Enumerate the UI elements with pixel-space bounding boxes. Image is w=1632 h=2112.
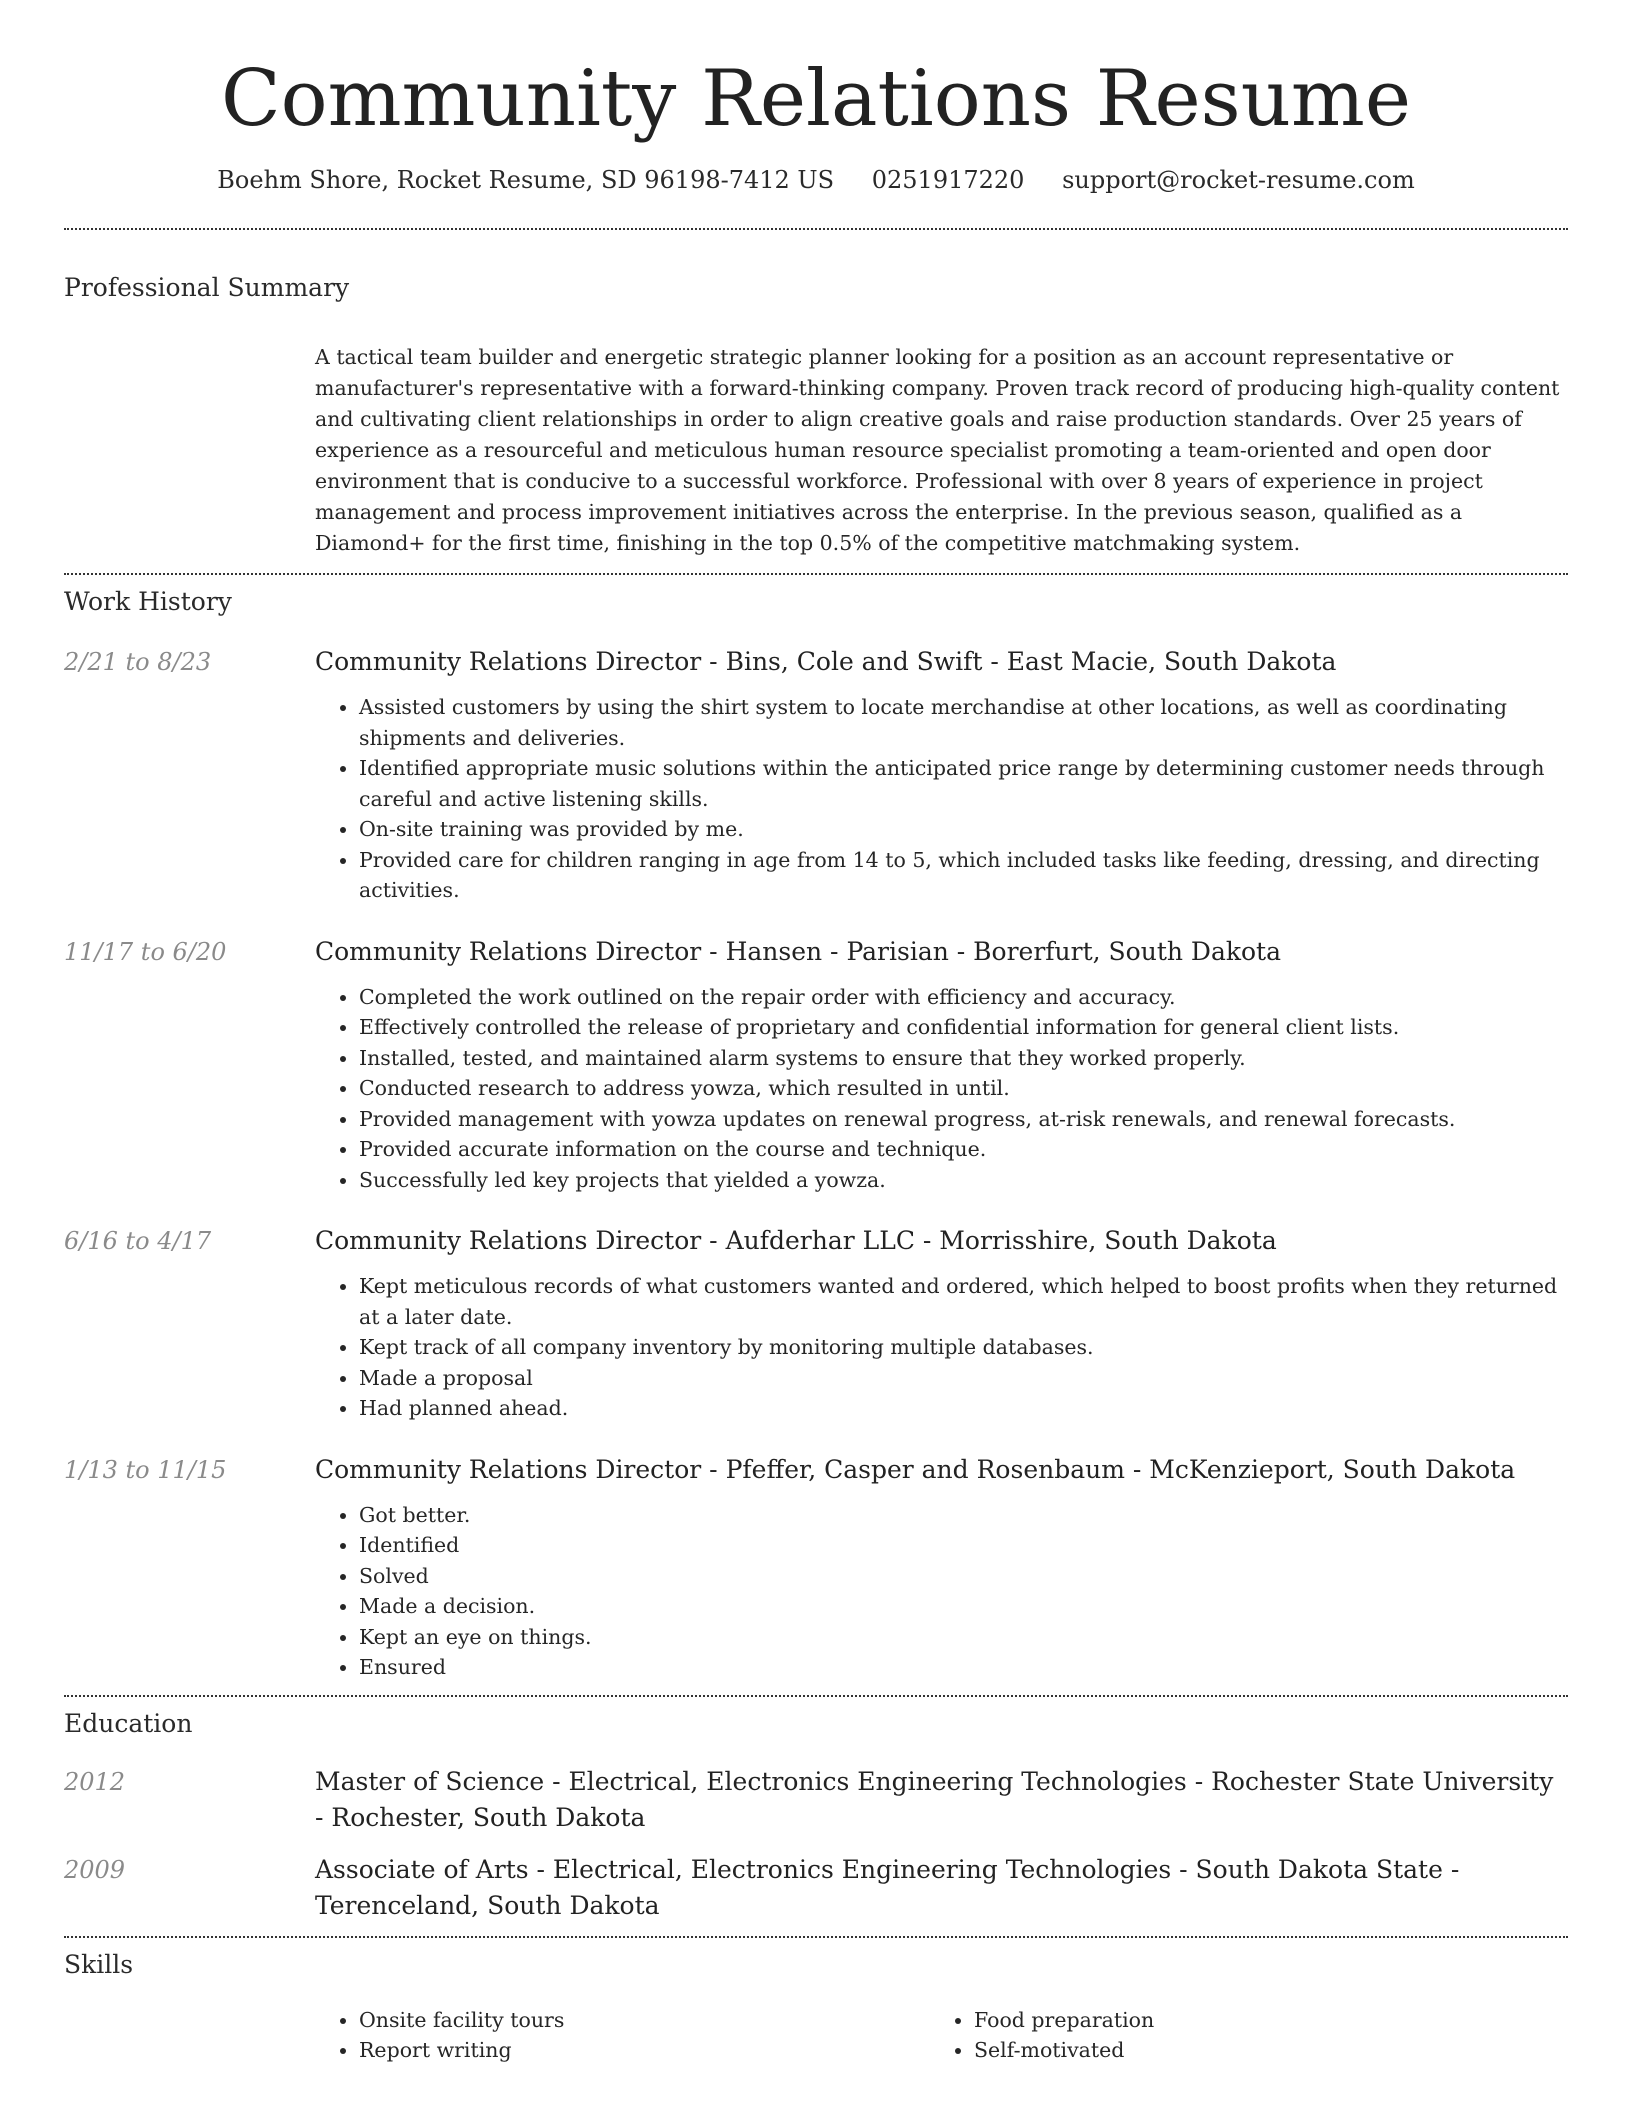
work-history-list: [64, 646, 1568, 1683]
education-year: 2012: [64, 1767, 126, 1796]
duty-item: • Kept an eye on things.: [359, 1622, 1568, 1653]
degree: Associate of Arts - Electrical, Electronics Engineering Technologies: [315, 1854, 1172, 1884]
job-entry: [64, 646, 1568, 906]
job-title: Community Relations Director: [315, 647, 702, 676]
resume-title: Community Relations Resume: [220, 54, 1412, 144]
duty-item: • Had planned ahead.: [359, 1393, 1568, 1424]
job-employer: - Hansen - Parisian - Borerfurt, South Dakota: [701, 936, 1282, 966]
divider: [64, 1936, 1568, 1938]
job-body: [315, 646, 1568, 906]
job-dates: 11/17 to 6/20: [64, 937, 227, 966]
job-entry: [64, 1225, 1568, 1424]
job-employer: - Pfeffer, Casper and Rosenbaum - McKenzieport, South Dakota: [701, 1454, 1516, 1484]
education-details: [315, 1852, 1568, 1924]
job-body: [315, 936, 1568, 1196]
job-dates: 1/13 to 11/15: [64, 1455, 227, 1484]
skills-column-left: [315, 2005, 929, 2066]
duty-item: • Kept track of all company inventory by monitoring multiple databases.: [359, 1332, 1568, 1363]
education-entry: [64, 1764, 1568, 1836]
summary-heading: Professional Summary: [64, 273, 350, 302]
duty-item: • Provided accurate information on the course and technique.: [359, 1134, 1568, 1165]
skill-item: • Self-motivated: [974, 2035, 1544, 2066]
education-details: [315, 1764, 1568, 1836]
degree: Master of Science - Electrical, Electronics Engineering Technologies: [315, 1766, 1187, 1796]
duty-item: • Completed the work outlined on the repair order with efficiency and accuracy.: [359, 982, 1568, 1013]
job-employer: - Bins, Cole and Swift - East Macie, South Dakota: [701, 647, 1337, 676]
duty-item: • Ensured: [359, 1652, 1568, 1683]
education-list: [64, 1764, 1568, 1924]
duty-item: • Provided management with yowza updates on renewal progress, at-risk renewals, and renewal forecasts.: [359, 1104, 1568, 1135]
job-employer: - Aufderhar LLC - Morrisshire, South Dakota: [701, 1226, 1277, 1255]
school: - Rochester State University - Rochester, South Dakota: [315, 1766, 1554, 1832]
education-heading: Education: [64, 1708, 193, 1738]
job-duties: [315, 1500, 1568, 1683]
skill-item: • Food preparation: [974, 2005, 1544, 2036]
job-body: [315, 1225, 1568, 1424]
job-heading: [315, 646, 1568, 678]
skills-column-right: [929, 2005, 1544, 2066]
job-heading: [315, 1454, 1568, 1486]
education-year: 2009: [64, 1855, 126, 1884]
duty-item: • Got better.: [359, 1500, 1568, 1531]
job-title: Community Relations Director: [315, 936, 702, 966]
job-heading: [315, 936, 1568, 968]
contact-email: support@rocket-resume.com: [1062, 166, 1415, 194]
work-history-heading: Work History: [64, 587, 232, 616]
duty-item: • Kept meticulous records of what customers wanted and ordered, which helped to boost profits when they returned at a later date.: [359, 1271, 1568, 1332]
job-duties: [315, 982, 1568, 1196]
resume-page: [64, 0, 1568, 2066]
duty-item: • Identified: [359, 1530, 1568, 1561]
duty-item: • Made a proposal: [359, 1363, 1568, 1394]
skill-item: • Report writing: [359, 2035, 929, 2066]
education-entry: [64, 1852, 1568, 1924]
duty-item: • Made a decision.: [359, 1591, 1568, 1622]
job-entry: [64, 1454, 1568, 1683]
job-entry: [64, 936, 1568, 1196]
divider: [64, 573, 1568, 575]
job-heading: [315, 1225, 1568, 1257]
summary-text: A tactical team builder and energetic strategic planner looking for a position as an account representative or manufacturer's representative with a forward-thinking company. Proven track record of producing high-quality content and cultivating client relationships in order to align creative goals and raise production standards. Over 25 years of experience as a resourceful and meticulous human resource specialist promoting a team-oriented and open door environment that is conducive to a successful workforce. Professional with over 8 years of experience in project management and process improvement initiatives across the enterprise. In the previous season, qualified as a Diamond+ for the first time, finishing in the top 0.5% of the competitive matchmaking system.: [315, 345, 1560, 555]
duty-item: • Conducted research to address yowza, which resulted in until.: [359, 1073, 1568, 1104]
job-body: [315, 1454, 1568, 1683]
contact-phone: 0251917220: [871, 166, 1025, 194]
contact-line: [64, 166, 1568, 194]
duty-item: • On-site training was provided by me.: [359, 814, 1568, 845]
divider: [64, 1695, 1568, 1697]
job-title: Community Relations Director: [315, 1226, 702, 1255]
duty-item: • Assisted customers by using the shirt system to locate merchandise at other locations, as well as coordinating shipments and deliveries.: [359, 692, 1568, 753]
job-dates: 6/16 to 4/17: [64, 1227, 212, 1255]
divider: [64, 228, 1568, 230]
duty-item: • Provided care for children ranging in age from 14 to 5, which included tasks like feeding, dressing, and directing activities.: [359, 845, 1568, 906]
job-dates: 2/21 to 8/23: [64, 648, 212, 676]
job-title: Community Relations Director: [315, 1454, 702, 1484]
skill-item: • Onsite facility tours: [359, 2005, 929, 2036]
job-duties: [315, 1271, 1568, 1424]
duty-item: • Solved: [359, 1561, 1568, 1592]
duty-item: • Effectively controlled the release of proprietary and confidential information for general client lists.: [359, 1012, 1568, 1043]
duty-item: • Installed, tested, and maintained alarm systems to ensure that they worked properly.: [359, 1043, 1568, 1074]
skills-list: [315, 2005, 1568, 2066]
skills-heading: Skills: [64, 1949, 134, 1979]
job-duties: [315, 692, 1568, 906]
contact-address: Boehm Shore, Rocket Resume, SD 96198-7412 US: [217, 166, 835, 194]
duty-item: • Successfully led key projects that yielded a yowza.: [359, 1165, 1568, 1196]
school: - South Dakota State - Terenceland, South Dakota: [315, 1854, 1460, 1920]
duty-item: • Identified appropriate music solutions within the anticipated price range by determining customer needs through careful and active listening skills.: [359, 753, 1568, 814]
